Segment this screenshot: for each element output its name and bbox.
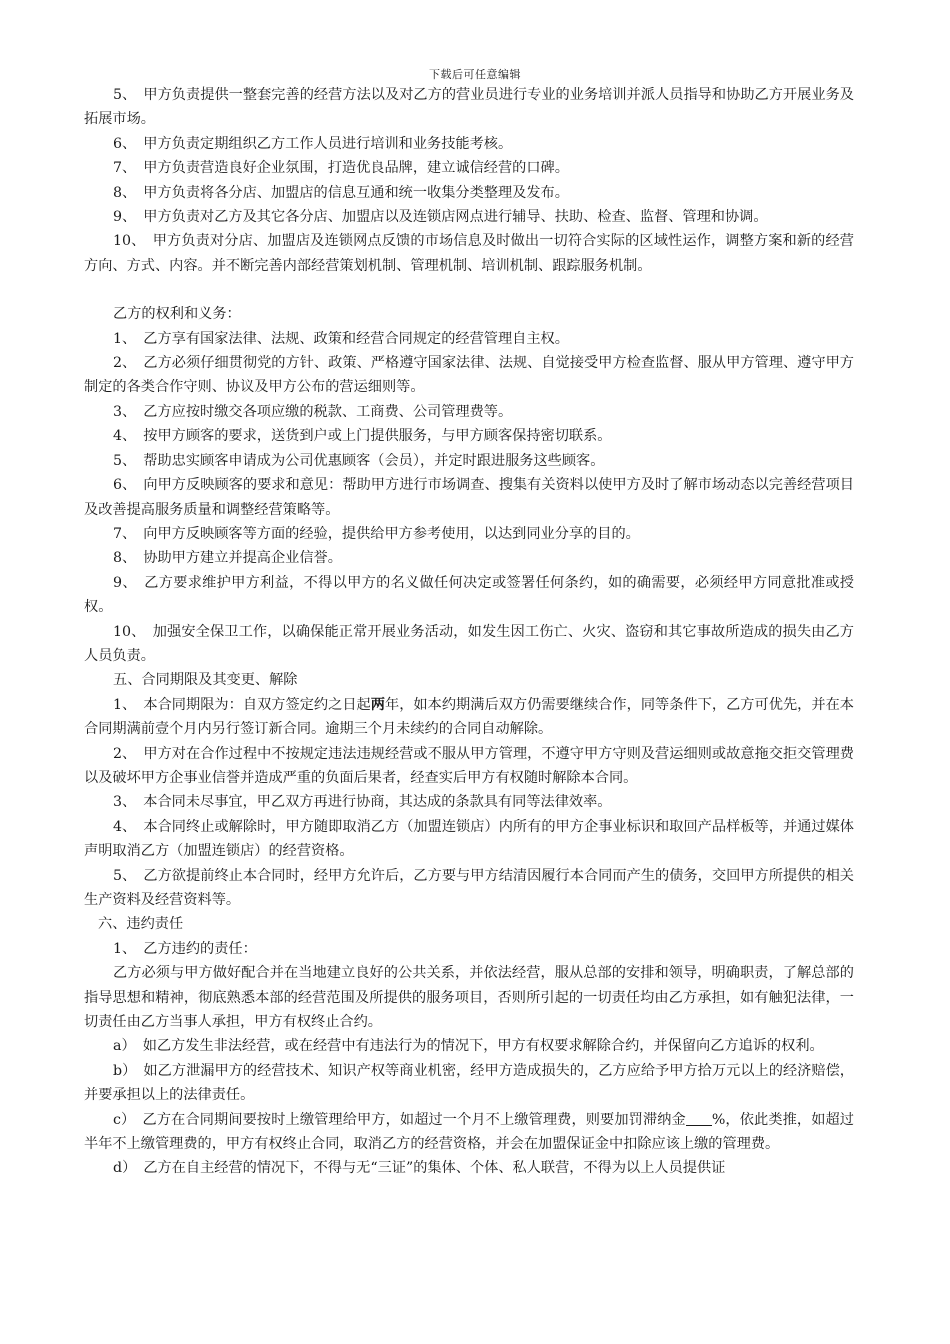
paragraph-gap (84, 278, 854, 302)
clause-a6: 6、 甲方负责定期组织乙方工作人员进行培训和业务技能考核。 (113, 135, 513, 152)
clause-breach-c-part2: %，依此类推，如超过半年不上缴管理费的，甲方有权终止合同，取消乙方的经营资格，并会在加盟保证金中扣除应该上缴的管理费。 (84, 1111, 854, 1153)
page-header: 下载后可任意编辑 (429, 68, 521, 81)
clause-b4: 4、 按甲方顾客的要求，送货到户或上门提供服务，与甲方顾客保持密切联系。 (113, 428, 612, 445)
clause-b2: 2、 乙方必须仔细贯彻党的方针、政策、严格遵守国家法律、法规、自觉接受甲方检查监督、服从甲方管理、遵守甲方制定的各类合作守则、协议及甲方公布的营运细则等。 (84, 355, 854, 396)
clause-breach-c (84, 1108, 854, 1157)
clause-breach-d: d） 乙方在自主经营的情况下，不得与无“三证”的集体、个体、私人联营，不得为以上人员提供证 (113, 1160, 726, 1177)
clause-breach-1: 1、 乙方违约的责任： (113, 940, 257, 957)
clause-a7: 7、 甲方负责营造良好企业氛围，打造优良品牌，建立诚信经营的口碑。 (113, 160, 569, 177)
clause-breach-a: a） 如乙方发生非法经营，或在经营中有违法行为的情况下，甲方有权要求解除合约，并保留向乙方追诉的权利。 (113, 1038, 824, 1055)
clause-a9: 9、 甲方负责对乙方及其它各分店、加盟店以及连锁店网点进行辅导、扶助、检查、监督、管理和协调。 (113, 209, 768, 226)
section-heading-term: 五、合同期限及其变更、解除 (113, 672, 298, 689)
clause-term-3: 3、 本合同未尽事宜，甲乙双方再进行协商，其达成的条款具有同等法律效率。 (113, 794, 612, 811)
clause-breach-c-part1: c） 乙方在合同期间要按时上缴管理给甲方，如超过一个月不上缴管理费，则要加罚滞纳金 (113, 1111, 686, 1128)
clause-term-4: 4、 本合同终止或解除时，甲方随即取消乙方（加盟连锁店）内所有的甲方企事业标识和取回产品样板等，并通过媒体声明取消乙方（加盟连锁店）的经营资格。 (84, 818, 854, 860)
clause-term-2: 2、 甲方对在合作过程中不按规定违法违规经营或不服从甲方管理，不遵守甲方守则及营运细则或故意拖交拒交管理费以及破坏甲方企事业信誉并造成严重的负面后果者，经查实后甲方有权随时解除本合同。 (84, 745, 854, 786)
clause-term-1-part1: 1、 本合同期限为：自双方签定约之日起 (113, 696, 371, 713)
clause-b8: 8、 协助甲方建立并提高企业信誉。 (113, 550, 342, 567)
contract-body (84, 83, 854, 1181)
clause-b9: 9、 乙方要求维护甲方利益，不得以甲方的名义做任何决定或签署任何条约，如的确需要，必须经甲方同意批准或授权。 (84, 574, 854, 616)
clause-b3: 3、 乙方应按时缴交各项应缴的税款、工商费、公司管理费等。 (113, 403, 513, 420)
clause-a10: 10、 甲方负责对分店、加盟店及连锁网点反馈的市场信息及时做出一切符合实际的区域性运作，调整方案和新的经营方向、方式、内容。并不断完善内部经营策划机制、管理机制、培训机制、跟踪服务机制。 (84, 233, 854, 274)
clause-b7: 7、 向甲方反映顾客等方面的经验，提供给甲方参考使用，以达到同业分享的目的。 (113, 525, 640, 542)
late-fee-blank (686, 1111, 712, 1126)
clause-a8: 8、 甲方负责将各分店、加盟店的信息互通和统一收集分类整理及发布。 (113, 184, 569, 201)
clause-b5: 5、 帮助忠实顾客申请成为公司优惠顾客（会员），并定时跟进服务这些顾客。 (113, 452, 605, 469)
clause-term-5: 5、 乙方欲提前终止本合同时，经甲方允许后，乙方要与甲方结清因履行本合同而产生的债务，交回甲方所提供的相关生产资料及经营资料等。 (84, 867, 854, 908)
clause-b1: 1、 乙方享有国家法律、法规、政策和经营合同规定的经营管理自主权。 (113, 330, 569, 347)
clause-breach-body: 乙方必须与甲方做好配合并在当地建立良好的公共关系，并依法经营，服从总部的安排和领导，明确职责，了解总部的指导思想和精神，彻底熟悉本部的经营范围及所提供的服务项目，否则所引起的一切责任均由乙方承担，如有触犯法律，一切责任由乙方当事人承担，甲方有权终止合约。 (84, 965, 854, 1031)
section-heading-party-b: 乙方的权利和义务： (113, 306, 241, 323)
clause-b10: 10、 加强安全保卫工作，以确保能正常开展业务活动，如发生因工伤亡、火灾、盗窃和其它事故所造成的损失由乙方人员负责。 (84, 623, 854, 664)
clause-a5: 5、 甲方负责提供一整套完善的经营方法以及对乙方的营业员进行专业的业务培训并派人员指导和协助乙方开展业务及拓展市场。 (84, 87, 854, 128)
term-years: 两 (370, 696, 385, 713)
section-heading-breach: 六、违约责任 (98, 916, 184, 933)
clause-term-1 (84, 693, 854, 742)
clause-term-1-part2: 年，如本约期满后双方仍需要继续合作，同等条件下，乙方可优先，并在本合同期满前壹个月内另行签订新合同。逾期三个月未续约的合同自动解除。 (84, 696, 854, 738)
clause-b6: 6、 向甲方反映顾客的要求和意见：帮助甲方进行市场调查、搜集有关资料以使甲方及时了解市场动态以完善经营项目及改善提高服务质量和调整经营策略等。 (84, 477, 854, 518)
clause-breach-b: b） 如乙方泄漏甲方的经营技术、知识产权等商业机密，经甲方造成损失的，乙方应给予甲方拾万元以上的经济赔偿，并要承担以上的法律责任。 (84, 1062, 854, 1104)
